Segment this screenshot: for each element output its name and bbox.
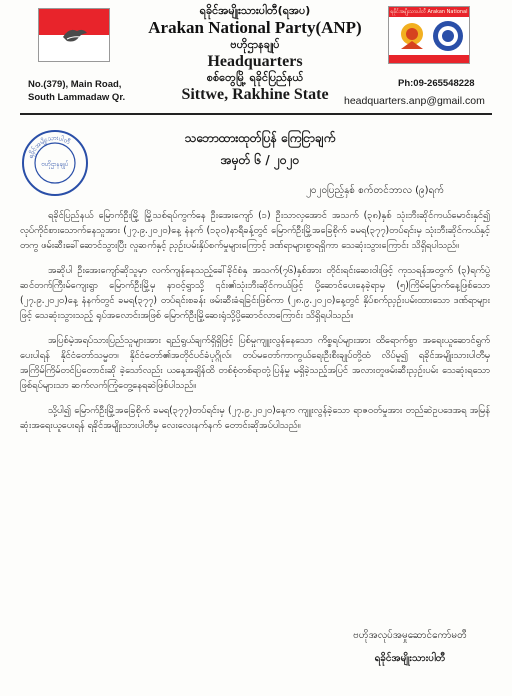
header-divider (20, 113, 492, 115)
address-line-1: No.(379), Main Road, (28, 79, 122, 90)
paragraph-1: ရခိုင်ပြည်နယ် မြောက်ဦးမြို့ မြို့သစ်ရပ်ကွက်နေ ဦးအေးကျော် (၁) ဦးသာလှအောင် အသက် (၃၈)နှစ် သုံးဘီးဆိုင်ကယ်မောင်းနှင်၍ လုပ်ကိုင်စားသောက်နေသူအား (၂၇.၉.၂၀၂၀)နေ့ နံနက် (၁၃၀)နာရီခန့်တွင် မြောက်ဦးမြို့အခြေစိုက် ခမရ(၃၇၇)တပ်ရင်းမှ သုံးဘီးဆိုင်ကယ်နှင့်တကွ ဖမ်းဆီးခေါ်ဆောင်သွားပြီး လူဆက်နှင့် ညှဉ်းပမ်းနှိပ်စက်မှုများကြောင့် ဒဏ်ရာများစွာရရှိကာ သေဆုံးသွားကြောင်း သိရှိရပါသည်။ (20, 210, 490, 251)
svg-text:ရခိုင်အမျိုးသားပါတီ (27, 134, 73, 160)
city-en: Sittwe, Rakhine State (181, 86, 329, 103)
stamp-ring-text: ရခိုင်အမျိုးသားပါတီ (26, 133, 72, 160)
stamp-center-text: ဗဟိုဌာနချုပ် (41, 161, 69, 168)
address-line-2: South Lammadaw Qr. (28, 92, 126, 103)
hq-mm: ဗဟိုဌာနချုပ် (230, 38, 280, 51)
city-mm: စစ်တွေမြို့ ရခိုင်ပြည်နယ် (206, 71, 304, 84)
signature-org: ရခိုင်အမျိုးသားပါတီ (374, 653, 446, 664)
paragraph-2: အဆိုပါ ဦးအေးကျော်ဆိုသူမှာ လက်ကျန်နေသည့်ခေါ်ခိုင်စံနှ အသက်(၇၆)နှစ်အား တိုင်းရင်းဆေးဝါးဖြင့် ကုသရန်အတွက် (၃)ရက်ပွဲဆင်တက်ကြီးမ်ကျေးရွာ မြောက်ဦးမြို့မှ နာဝင့်ရွာသို့ ၎င်း၏သုံးဘီးဆိုင်ကယ်ဖြင့် ပို့ဆောင်ပေးနေခဲ့ရာမှ (၅)ကြိမ်မြောက်နေ့ဖြစ်သော (၂၇.၉.၂၀၂၀)နေ့ နံနက်တွင် ခမရ(၃၇၇) တပ်ရင်းစခန်း ဖမ်းဆီးခံရခြင်းဖြစ်ကာ (၂၈.၉.၂၀၂၀)နေ့တွင် နှိပ်စက်ညှဉ်းပမ်းထားသော ဒဏ်ရာများဖြင့် သေဆုံးသွားသည့် ရုပ်အလောင်းအဖြစ် မြောက်ဦးမြို့ဆေးရုံသို့ပို့ဆောင်လာကြောင်း သိရှိရပါသည်။ (20, 265, 490, 321)
party-flag-left (38, 8, 110, 62)
statement-date: ၂၀၂၀ပြည့်နှစ် စက်တင်ဘာလ (၉)ရက် (306, 185, 445, 196)
party-flag-right (388, 6, 470, 64)
email-address: headquarters.anp@gmail.com (344, 95, 485, 107)
statement-subject (110, 130, 410, 168)
statement-body (20, 208, 490, 443)
paragraph-4: သို့ပါ၍ မြောက်ဦးမြို့အခြေစိုက် ခမရ(၃၇၇)တပ်ရင်းမှ (၂၇.၉.၂၀၂၀)နေ့က ကျူးလွန်ခဲ့သော ရာဇဝတ်မှုအား တည်ဆဲဥပဒေအရ အမြန်ဆုံးအရေးယူပေးရန် ရခိုင်အမျိုးသားပါတီမှ လေးလေးနက်နက် တောင်းဆိုအပ်ပါသည်။ (20, 405, 490, 431)
statement-number: အမှတ် ၆ / ၂၀၂၀ (220, 153, 300, 167)
party-stamp-icon (20, 128, 90, 198)
phone-number: Ph:09-265548228 (398, 78, 475, 89)
letterhead (0, 0, 512, 112)
signature-block (330, 628, 490, 666)
paragraph-3: အပြစ်မဲ့အရပ်သားပြည်သူများအား ရည်ရွယ်ချက်ရှိရှိဖြင့် ပြစ်မှုကျူးလွန်နေသော ကိစ္စရပ်များအား ထိရောက်စွာ အရေးယူဆောင်ရွက်ပေးပါရန် နိုင်ငံတော်သမ္မတ၊ နိုင်ငံတော်၏အတိုင်ပင်ခံပုဂ္ဂိုလ်၊ တပ်မတော်ကာကွယ်ရေးဦးစီးချုပ်တို့ထံ လိပ်မူ၍ ရခိုင်အမျိုးသားပါတီမှ အကြိမ်ကြိမ်တင်ပြတောင်းဆို ခဲ့သော်လည်း ယနေ့အချိန်ထိ တစ်စုံတစ်ရာတုံ့ပြန်မှု မရှိခဲ့သည့်အပြင် အလားတူဖမ်းဆီးညှဉ်းပမ်း သေဆုံးရသောဖြစ်ရပ်များသာ ဆက်လက်ကြုံတွေ့နေရဆဲဖြစ်ပါသည်။ (20, 335, 490, 391)
flag-label: ရခိုင်အမျိုးသားပါတီ Arakan National (390, 9, 468, 15)
lion-emblem-icon (395, 19, 429, 53)
bird-emblem-icon (61, 25, 89, 47)
party-name-mm: ရခိုင်အမျိုးသားပါတီ(ရအပ) (199, 4, 311, 17)
address-block (28, 78, 125, 104)
party-name-en: Arakan National Party(ANP) (148, 18, 362, 37)
signature-committee: ဗဟိုအလုပ်အမှုဆောင်ကော်မတီ (353, 630, 467, 641)
letterhead-center (120, 4, 390, 104)
seal-emblem-icon (431, 19, 465, 53)
statement-title: သဘောထားထုတ်ပြန် ကြေငြာချက် (184, 131, 336, 145)
hq-en: Headquarters (207, 53, 303, 70)
